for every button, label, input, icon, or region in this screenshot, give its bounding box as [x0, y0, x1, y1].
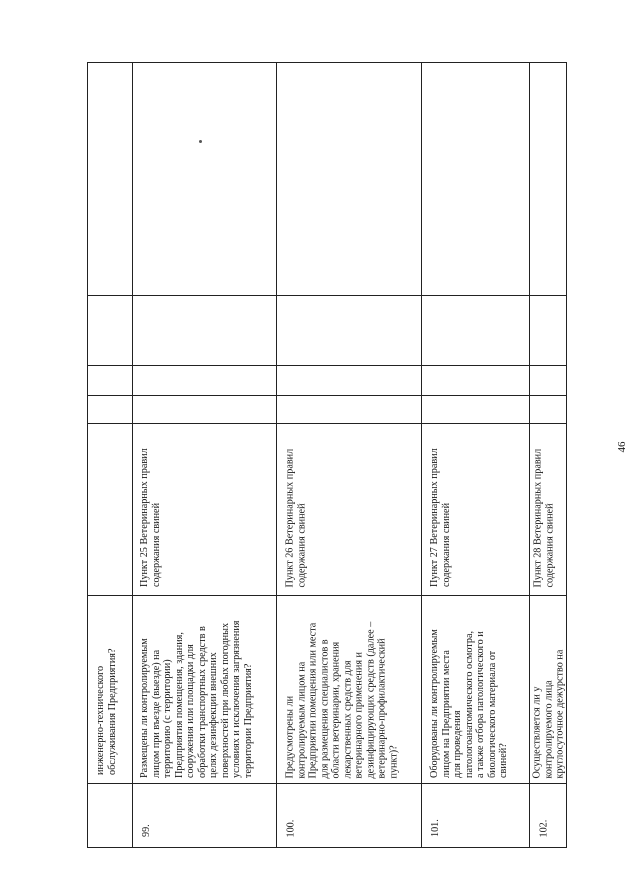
question-line: а также отбора патологического и — [475, 631, 486, 778]
row-99-question — [132, 595, 276, 783]
question-line: патологоанатомического осмотра, — [463, 630, 475, 778]
question-line: обслуживания Предприятия? — [106, 648, 118, 775]
question-line: поверхностей при любых погодных — [219, 622, 231, 778]
question-line: условиях и исключения загрязнения — [231, 620, 242, 778]
reference-line: содержания свиней — [440, 502, 452, 587]
col-divider-no — [88, 365, 566, 366]
row-102-number — [529, 783, 568, 847]
question-line: Предусмотрены ли — [284, 695, 295, 778]
row-102-reference — [529, 423, 568, 595]
row-100-number — [276, 783, 421, 847]
question-line: Оборудованы ли контролируемым — [429, 629, 440, 778]
question-line: свиней? — [498, 743, 509, 778]
reference-line: Пункт 25 Ветеринарных правил — [139, 448, 150, 587]
question-line: контролируемого лица — [542, 679, 554, 778]
question-line: лицом на Предприятии места — [440, 650, 452, 778]
row-99-reference — [132, 423, 276, 595]
row-100-question — [276, 595, 421, 783]
question-line: целях дезинфекции внешних — [208, 652, 219, 778]
question-line: Предприятии помещения или места — [307, 622, 318, 778]
question-line: для размещения специалистов в — [318, 638, 330, 778]
page-number: 46 — [616, 441, 628, 453]
question-line: для проведения — [452, 710, 463, 778]
row-number: 102. — [538, 819, 549, 837]
reference-line: содержания свиней — [543, 502, 555, 587]
row-102-question — [529, 595, 568, 783]
inspection-table — [87, 62, 567, 848]
row-number: 99. — [141, 824, 152, 837]
question-line: Осуществляется ли у — [531, 686, 542, 778]
row-101-number — [421, 783, 529, 847]
row-101-question — [421, 595, 529, 783]
reference-line: Пункт 27 Ветеринарных правил — [429, 448, 440, 587]
question-line: области ветеринарии, хранения — [330, 641, 341, 778]
row-number: 101. — [430, 819, 441, 837]
question-line: территорию (с территории) — [162, 659, 173, 778]
question-line: Размещены ли контролируемым — [139, 638, 150, 778]
row-101-reference — [421, 423, 529, 595]
question-line: ветеринарного применения и — [353, 651, 364, 778]
question-line: ветеринарно-профилактический — [376, 637, 387, 778]
question-line: пункт)? — [387, 744, 399, 778]
reference-line: Пункт 26 Ветеринарных правил — [284, 448, 295, 587]
question-line: инженерно-технического — [95, 665, 106, 775]
question-line: Предприятия помещения, здания, — [173, 632, 185, 778]
question-line: обработки транспортных средств в — [196, 626, 208, 778]
row-continuation-question — [88, 595, 132, 783]
reference-line: содержания свиней — [150, 502, 162, 587]
question-line: территории Предприятия? — [242, 663, 254, 778]
reference-line: содержания свиней — [295, 502, 307, 587]
question-line: дезинфицирующих средств (далее – — [364, 621, 376, 778]
question-line: лекарственных средств для — [341, 659, 353, 778]
reference-line: Пункт 28 Ветеринарных правил — [532, 448, 543, 587]
question-line: лицом при въезде (выезде) на — [150, 649, 162, 778]
row-99-number — [132, 783, 276, 847]
col-divider-yes — [88, 395, 566, 396]
question-line: круглосуточное дежурство на — [554, 649, 565, 778]
question-line: сооружения или площадки для — [185, 644, 196, 778]
row-number: 100. — [285, 819, 296, 837]
question-line: контролируемым лицом на — [295, 661, 307, 778]
row-100-reference — [276, 423, 421, 595]
question-line: биологического материала от — [486, 650, 498, 778]
col-divider-na — [88, 295, 566, 296]
